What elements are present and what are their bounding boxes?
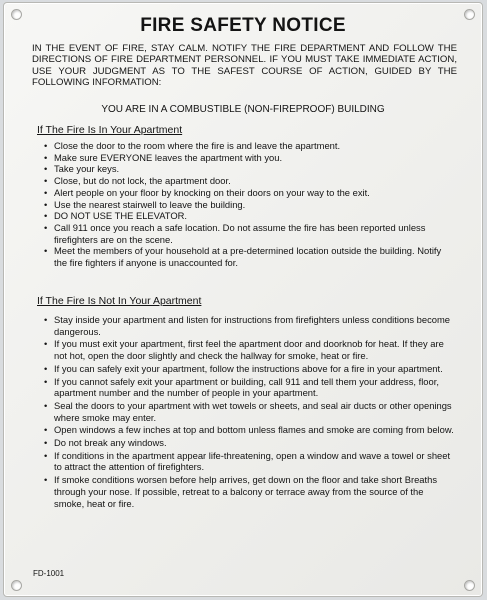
list-item: • Stay inside your apartment and listen for instructions from firefighters unless conditions become dangerous. bbox=[44, 314, 456, 337]
list-item: • Seal the doors to your apartment with wet towels or sheets, and seal air ducts or other openings where smoke may enter. bbox=[44, 400, 456, 423]
section-heading-in-apartment: If The Fire Is In Your Apartment bbox=[37, 124, 183, 136]
list-item: • Make sure EVERYONE leaves the apartment with you. bbox=[44, 152, 456, 164]
in-apartment-list bbox=[44, 140, 456, 269]
list-item: • Open windows a few inches at top and bottom unless flames and smoke are coming from below. bbox=[44, 424, 456, 436]
sign-title: FIRE SAFETY NOTICE bbox=[140, 15, 346, 36]
list-item: • Do not break any windows. bbox=[44, 437, 456, 449]
list-item: • If you cannot safely exit your apartment or building, call 911 and tell them your address, floor, apartment number and the number of people in your apartment. bbox=[44, 376, 456, 399]
mounting-hole-icon bbox=[11, 580, 22, 591]
list-item: • If smoke conditions worsen before help arrives, get down on the floor and take short Breaths through your nose. If possible, retreat to a balcony or terrace away from the source of the smoke, heat or fire. bbox=[44, 474, 456, 509]
list-item: • If you must exit your apartment, first feel the apartment door and doorknob for heat. If they are not hot, open the door slightly and check the hallway for smoke, heat or fire. bbox=[44, 338, 456, 361]
building-type: YOU ARE IN A COMBUSTIBLE (NON-FIREPROOF) BUILDING bbox=[101, 104, 385, 115]
list-item: • Meet the members of your household at a pre-determined location outside the building. Notify the fire fighters if anyone is unaccounted for. bbox=[44, 245, 456, 268]
section-heading-not-in-apartment: If The Fire Is Not In Your Apartment bbox=[37, 295, 202, 307]
sign-code: FD-1001 bbox=[33, 569, 65, 578]
intro-paragraph: IN THE EVENT OF FIRE, STAY CALM. NOTIFY THE FIRE DEPARTMENT AND FOLLOW THE DIRECTIONS OF FIRE DEPARTMENT PERSONNEL. IF YOU MUST TAKE IMMEDIATE ACTION, USE YOUR JUDGMENT AS TO THE SAFEST COURSE OF ACTION, GUIDED BY THE FOLLOWING INFORMATION: bbox=[32, 43, 457, 88]
list-item: • If conditions in the apartment appear life-threatening, open a window and wave a towel or sheet to attract the attention of firefighters. bbox=[44, 450, 456, 473]
list-item: • Alert people on your floor by knocking on their doors on your way to the exit. bbox=[44, 187, 456, 199]
list-item: • Take your keys. bbox=[44, 163, 456, 175]
mounting-hole-icon bbox=[464, 580, 475, 591]
list-item: • If you can safely exit your apartment, follow the instructions above for a fire in your apartment. bbox=[44, 363, 456, 375]
list-item: • Use the nearest stairwell to leave the building. bbox=[44, 199, 456, 211]
fire-safety-sign bbox=[3, 2, 483, 597]
list-item: • DO NOT USE THE ELEVATOR. bbox=[44, 210, 456, 222]
list-item: • Call 911 once you reach a safe location. Do not assume the fire has been reported unless firefighters are on the scene. bbox=[44, 222, 456, 245]
list-item: • Close, but do not lock, the apartment door. bbox=[44, 175, 456, 187]
list-item: • Close the door to the room where the fire is and leave the apartment. bbox=[44, 140, 456, 152]
not-in-apartment-list bbox=[44, 314, 456, 510]
